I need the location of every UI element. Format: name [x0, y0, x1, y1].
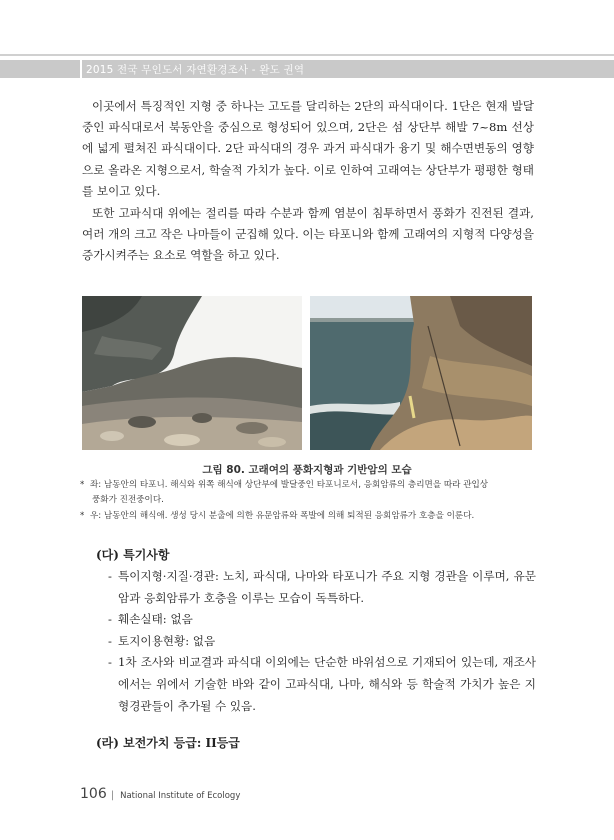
list-item-text: 훼손실태: 없음 [118, 612, 193, 627]
list-item [108, 631, 536, 653]
list-item [108, 652, 536, 717]
header-rule [0, 54, 614, 56]
list-item [108, 566, 536, 609]
figure-note-left [80, 478, 538, 508]
page-number: 106 [80, 786, 107, 802]
note-left-line2: 풍화가 진전중이다. [92, 495, 164, 505]
paragraph-1 [82, 96, 534, 202]
figure-caption: 그림 80. 고래여의 풍화지형과 기반암의 모습 [202, 464, 412, 476]
photo-tafoni [82, 296, 302, 450]
list-item-text: 1차 조사와 비교결과 파식대 이외에는 단순한 바위섬으로 기재되어 있는데, 재조사에서는 위에서 기술한 바와 같이 고파식대, 나마, 해식와 등 학술적 가치가 높은 지형경관들이 추가될 수 있음. [118, 655, 536, 713]
paragraph-1-text: 이곳에서 특징적인 지형 중 하나는 고도를 달리하는 2단의 파식대이다. 1단은 현재 발달중인 파식대로서 북동안을 중심으로 형성되어 있으며, 2단은 섬 상단부 해발 7~8m 선상에 넓게 펼쳐진 파식대이다. 2단 파식대의 경우 과거 파식대가 융기 및 해수면변동의 영향으로 올라온 지형으로서, 학술적 가치가 높다. 이로 인하여 고래여는 상단부가 평평한 형태를 보이고 있다. [82, 99, 534, 198]
section-heading-special: (다) 특기사항 [96, 548, 170, 562]
note-right-text: 우: 남동안의 해식애. 생성 당시 분출에 의한 유문암류와 폭발에 의해 퇴적된 응회암류가 호층을 이룬다. [90, 511, 475, 521]
footer-separator: | [110, 790, 115, 801]
list-dash: - [108, 633, 112, 648]
note-star: * [80, 511, 85, 521]
list-item [108, 609, 536, 631]
paragraph-2-text: 또한 고파식대 위에는 절리를 따라 수분과 함께 염분이 침투하면서 풍화가 진전된 결과, 여러 개의 크고 작은 나마들이 군집해 있다. 이는 타포니와 함께 고래여의 지형적 다양성을 증가시켜주는 요소로 역할을 하고 있다. [82, 206, 534, 263]
list-dash: - [108, 655, 112, 670]
list-item-text: 토지이용현황: 없음 [118, 633, 216, 648]
list-item-text: 특이지형·지질·경관: 노치, 파식대, 나마와 타포니가 주요 지형 경관을 이루며, 유문암과 응회암류가 호층을 이루는 모습이 독특하다. [118, 569, 536, 605]
photo-sea-cliff [310, 296, 532, 450]
running-title: 2015 전국 무인도서 자연환경조사 - 완도 권역 [86, 64, 305, 76]
special-items-list [108, 566, 536, 717]
page-footer [80, 783, 240, 802]
figure-note-right [80, 509, 538, 524]
footer-org: National Institute of Ecology [120, 791, 241, 801]
running-header [0, 60, 614, 78]
note-left-line1: 좌: 남동안의 타포니. 해식와 위쪽 해식애 상단부에 발달중인 타포니로서, 응회암류의 층리면을 따라 관입상 [90, 480, 489, 490]
list-dash: - [108, 569, 112, 583]
header-tick [80, 60, 82, 78]
paragraph-2 [82, 203, 534, 267]
list-dash: - [108, 612, 112, 627]
section-heading-conservation-grade: (라) 보전가치 등급: II등급 [96, 736, 240, 750]
note-star: * [80, 480, 85, 490]
